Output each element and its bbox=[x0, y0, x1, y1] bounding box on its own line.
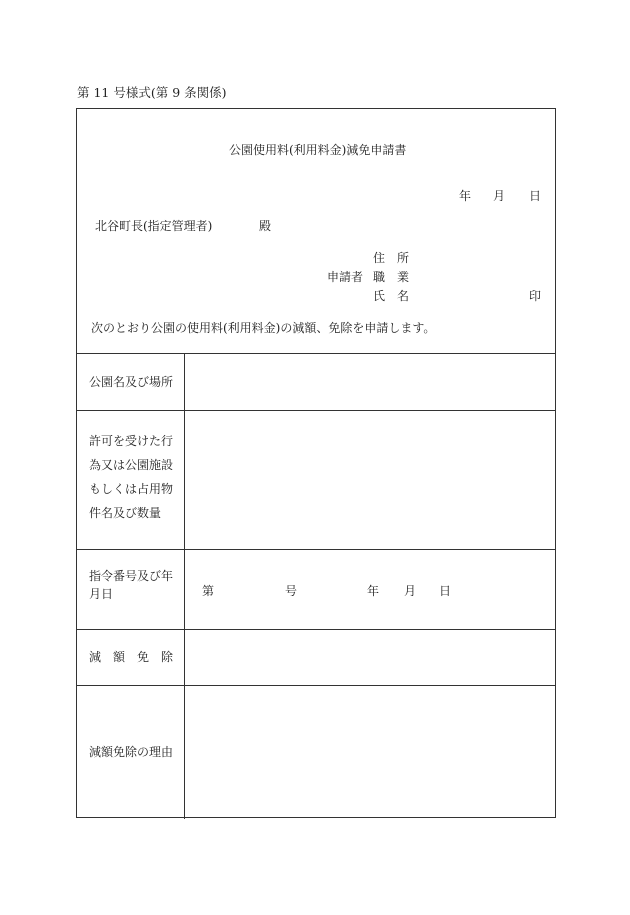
divider-line bbox=[77, 410, 555, 411]
divider-line bbox=[77, 685, 555, 686]
order-dai: 第 bbox=[202, 584, 215, 598]
seal-mark: 印 bbox=[529, 289, 542, 303]
divider-line bbox=[77, 549, 555, 550]
order-go: 号 bbox=[285, 584, 298, 598]
order-no-label-line2: 月日 bbox=[89, 587, 114, 601]
reduction-label: 減 額 免 除 bbox=[89, 650, 174, 664]
form-title: 公園使用料(利用料金)減免申請書 bbox=[229, 143, 407, 157]
form-number: 第 11 号様式(第 9 条関係) bbox=[77, 85, 227, 100]
order-no-label-line1: 指令番号及び年 bbox=[89, 569, 174, 583]
order-month: 月 bbox=[404, 584, 417, 598]
order-day: 日 bbox=[439, 584, 452, 598]
occupation-label: 職 業 bbox=[373, 270, 410, 284]
divider-line bbox=[77, 353, 555, 354]
addressee-honorific: 殿 bbox=[259, 219, 272, 233]
park-name-label: 公園名及び場所 bbox=[89, 375, 174, 389]
order-year: 年 bbox=[367, 584, 380, 598]
application-form bbox=[76, 108, 556, 818]
permitted-act-label-line3: もしくは占用物 bbox=[89, 482, 174, 496]
permitted-act-label-line4: 件名及び数量 bbox=[89, 506, 162, 520]
addressee-name: 北谷町長(指定管理者) bbox=[95, 219, 213, 233]
reason-label: 減額免除の理由 bbox=[89, 745, 174, 759]
name-label: 氏 名 bbox=[373, 289, 410, 303]
column-divider bbox=[184, 353, 185, 819]
permitted-act-label-line2: 為又は公園施設 bbox=[89, 458, 174, 472]
date-day: 日 bbox=[529, 189, 542, 203]
applicant-prefix: 申請者 bbox=[327, 270, 364, 284]
address-label: 住 所 bbox=[373, 251, 410, 265]
divider-line bbox=[77, 629, 555, 630]
statement-text: 次のとおり公園の使用料(利用料金)の減額、免除を申請します。 bbox=[91, 321, 436, 335]
date-month: 月 bbox=[493, 189, 506, 203]
date-year: 年 bbox=[459, 189, 472, 203]
permitted-act-label-line1: 許可を受けた行 bbox=[89, 434, 174, 448]
